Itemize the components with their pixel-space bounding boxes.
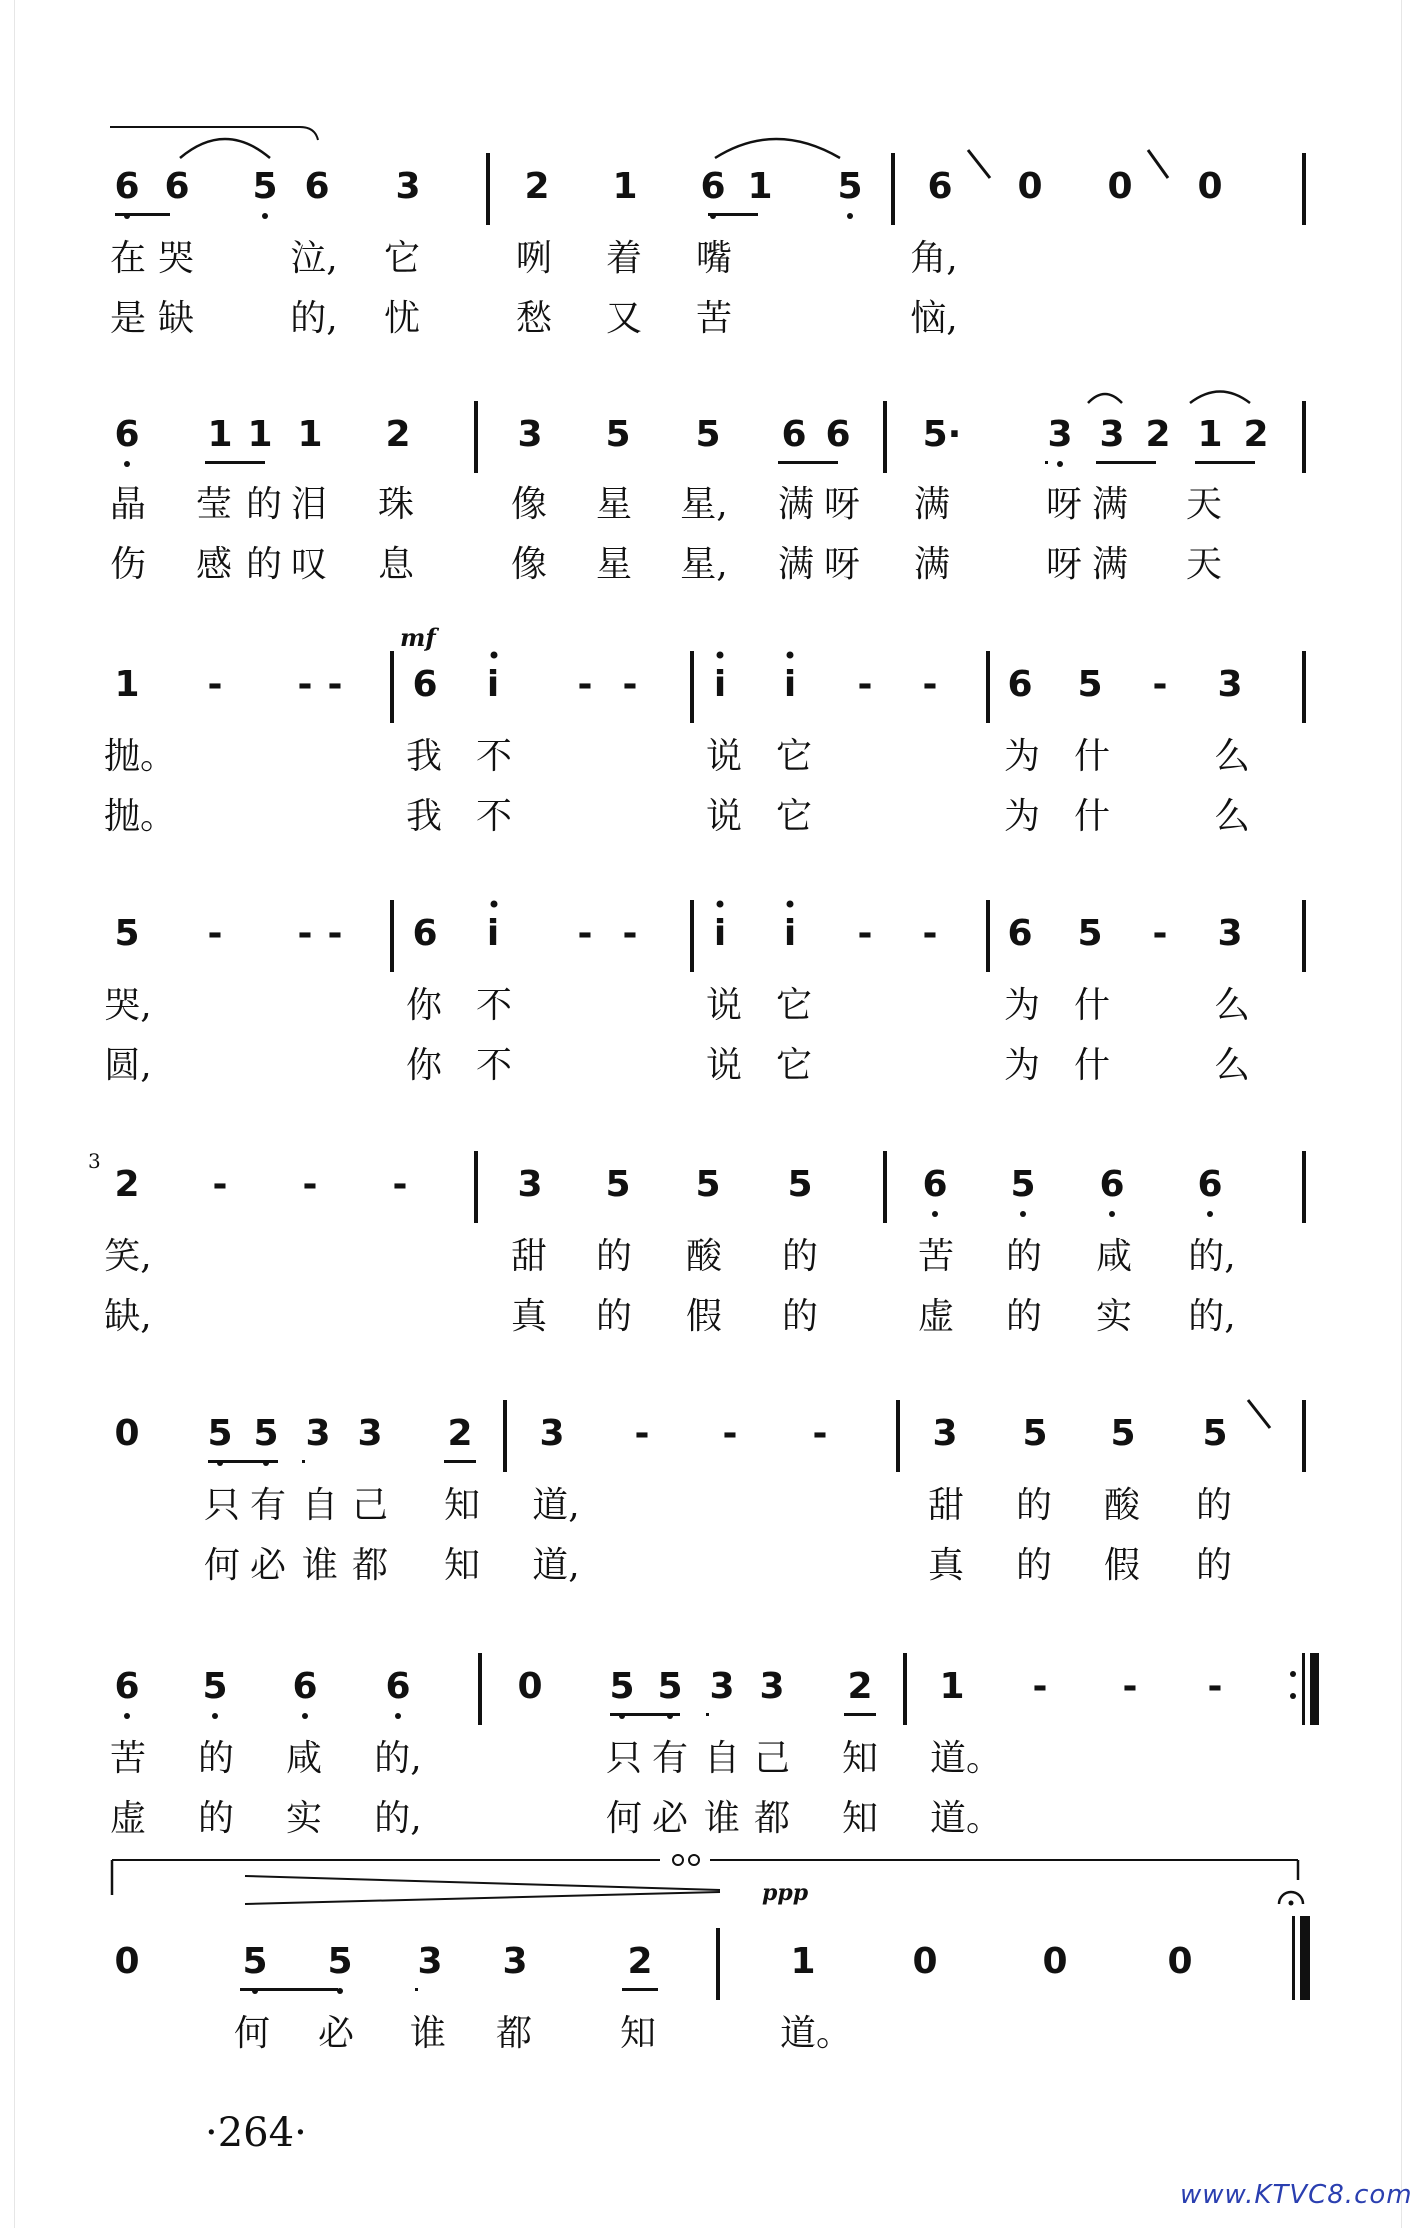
note: 5 [236,1412,296,1456]
note: 6 [412,664,438,705]
lyric-char: 谁 [301,1545,338,1586]
lyric-char: 它 [775,1045,812,1086]
lyric-char: 缺 [157,298,194,339]
grace-note: 3 [88,1149,101,1173]
site-watermark[interactable]: www.KTVC8.com [1180,2180,1413,2210]
note: 5 [235,165,295,209]
lyric-char: 你 [405,985,442,1026]
lyric-char: 说 [705,736,742,777]
note: 5 [185,1665,245,1709]
lyric-char: 道。 [930,1798,1003,1839]
breath-mark [1248,1400,1270,1428]
lyric-char: 道, [532,1485,580,1526]
note: 5 [1202,1413,1228,1454]
note: 3 [517,1164,543,1205]
note: 3 [1030,413,1090,457]
octave-dot [717,901,724,908]
note: 3 [1217,664,1243,705]
lyric-char: 抛。 [104,736,177,777]
lyric-char: 苦 [695,298,732,339]
lyric-char: 假 [1103,1545,1140,1586]
note: i [486,913,500,954]
lyric-char: 只 [605,1738,642,1779]
lyric-char: 的 [1195,1485,1232,1526]
lyric-char: 不 [475,1045,512,1086]
lyric-char: 的 [245,544,282,585]
lyric-char: 己 [753,1738,790,1779]
note: 5 [1077,913,1103,954]
note: - [722,1413,738,1454]
lyric-char: 像 [510,544,547,585]
lyric-char: 必 [249,1545,286,1586]
note: 3 [759,1666,785,1707]
note: 1 [247,414,273,455]
lyric-char: 有 [249,1485,286,1526]
lyric-char: 都 [351,1545,388,1586]
slur [1088,394,1122,403]
note: 0 [517,1666,543,1707]
note: 3 [395,166,421,207]
note: 3 [357,1413,383,1454]
note: 6 [304,166,330,207]
lyric-char: 感 [195,544,232,585]
lyric-char: 嘴 [695,238,732,279]
lyric-char: 星 [595,484,632,525]
note: 2 [1145,414,1171,455]
page-number: ·264· [205,2110,307,2156]
slur [1190,392,1250,404]
note: 2 [847,1666,873,1707]
note: 5 [1022,1413,1048,1454]
lyric-char: 何 [233,2013,270,2054]
lyric-char: 抛。 [104,796,177,837]
lyric-char: 的 [595,1296,632,1337]
lyric-char: 它 [775,736,812,777]
note: i [783,664,797,705]
octave-dot [491,901,498,908]
lyric-char: 说 [705,985,742,1026]
lyric-char: 满 [1091,544,1128,585]
note: 6 [927,166,953,207]
note: 3 [539,1413,565,1454]
lyric-char: 都 [495,2013,532,2054]
lyric-char: 只 [203,1485,240,1526]
note: 1 [747,166,773,207]
dynamic-mark: mf [400,623,436,652]
note: - [327,913,343,954]
lyric-char: 自 [301,1485,338,1526]
note: - [297,913,313,954]
lyric-char: 实 [285,1798,322,1839]
coda-mark [689,1855,699,1865]
lyric-char: 咧 [515,238,552,279]
note: 2 [385,414,411,455]
note: 5 [225,1940,285,1984]
lyric-char: 满 [777,484,814,525]
lyric-char: 甜 [927,1485,964,1526]
note: - [622,664,638,705]
lyric-char: 星, [680,544,728,585]
lyric-char: 虚 [917,1296,954,1337]
lyric-char: 说 [705,796,742,837]
lyric-char: 酸 [685,1236,722,1277]
lyric-char: 苦 [109,1738,146,1779]
lyric-char: 星, [680,484,728,525]
note: - [857,913,873,954]
note: - [302,1164,318,1205]
lyric-char: 晶 [109,484,146,525]
note: 5 [695,1164,721,1205]
lyric-char: 满 [913,484,950,525]
note: 5 [592,1665,652,1709]
lyric-char: 么 [1213,736,1250,777]
note: 0 [1197,166,1223,207]
lyric-char: 为 [1003,985,1040,1026]
lyric-char: 都 [753,1798,790,1839]
note: 6 [275,1665,335,1709]
note: - [297,664,313,705]
lyric-char: 的, [374,1738,422,1779]
note: 6 [1180,1163,1240,1207]
note: - [922,664,938,705]
lyric-char: 是 [109,298,146,339]
note: - [1122,1666,1138,1707]
note: 6 [164,166,190,207]
lyric-char: 知 [443,1485,480,1526]
lyric-char: 珠 [377,484,414,525]
note: 5 [114,913,140,954]
lyric-char: 道。 [930,1738,1003,1779]
dynamic-mark: ppp [762,1880,809,1906]
lyric-char: 它 [775,985,812,1026]
note: - [634,1413,650,1454]
lyric-char: 知 [841,1738,878,1779]
note: 2 [447,1413,473,1454]
note: 3 [502,1941,528,1982]
note: 6 [1007,913,1033,954]
note: 5 [1110,1413,1136,1454]
note: 3 [932,1413,958,1454]
lyric-char: 满 [777,544,814,585]
note: 6 [97,1665,157,1709]
lyric-char: 道。 [780,2013,853,2054]
lyric-char: 愁 [515,298,552,339]
lyric-char: 什 [1073,1045,1110,1086]
lyric-char: 你 [405,1045,442,1086]
lyric-char: 必 [651,1798,688,1839]
lyric-char: 泪 [290,484,327,525]
note: i [713,913,727,954]
lyric-char: 虚 [109,1798,146,1839]
note: 5 [640,1665,700,1709]
note: - [577,664,593,705]
lyric-char: 泣, [290,238,338,279]
lyric-char: 的 [1005,1296,1042,1337]
note: 1 [790,1941,816,1982]
note: 6 [97,165,157,209]
breath-mark [1148,150,1168,178]
octave-dot [787,652,794,659]
lyric-char: 真 [927,1545,964,1586]
lyric-char: 知 [619,2013,656,2054]
lyric-char: 的 [197,1738,234,1779]
lyric-char: 苦 [917,1236,954,1277]
lyric-char: 像 [510,484,547,525]
octave-dot [717,652,724,659]
lyric-char: 不 [475,736,512,777]
slur [180,139,270,158]
note: - [1032,1666,1048,1707]
lyric-char: 咸 [1095,1236,1132,1277]
note: - [622,913,638,954]
breath-mark [968,150,990,178]
note: 0 [114,1941,140,1982]
lyric-char: 么 [1213,796,1250,837]
lyric-char: 天 [1185,544,1222,585]
decrescendo-hairpin [245,1892,720,1904]
lyric-char: 的, [290,298,338,339]
note: 3 [1217,913,1243,954]
note: 3 [709,1666,735,1707]
lyric-char: 圆, [104,1045,152,1086]
note: 1 [207,414,233,455]
lyric-char: 何 [203,1545,240,1586]
note: 6 [1007,664,1033,705]
note: 5 [310,1940,370,1984]
lyric-char: 的 [781,1236,818,1277]
lyric-char: 么 [1213,1045,1250,1086]
note: i [713,664,727,705]
lyric-char: 叹 [290,544,327,585]
note: 2 [1243,414,1269,455]
note: i [486,664,500,705]
note: 6 [1082,1163,1142,1207]
lyric-char: 伤 [109,544,146,585]
lyric-char: 星 [595,544,632,585]
lyric-char: 着 [605,238,642,279]
note: 5 [993,1163,1053,1207]
decrescendo-hairpin [245,1876,720,1890]
note: 6 [825,414,851,455]
note: - [1152,664,1168,705]
lyric-char: 满 [913,544,950,585]
lyric-char: 为 [1003,1045,1040,1086]
lyric-char: 恼, [910,298,958,339]
lyric-char: 呀 [823,484,860,525]
lyric-char: 天 [1185,484,1222,525]
lyric-char: 哭, [104,985,152,1026]
note: 2 [114,1164,140,1205]
lyric-char: 为 [1003,736,1040,777]
lyric-char: 的 [197,1798,234,1839]
lyric-char: 它 [383,238,420,279]
note: - [207,664,223,705]
note: 5 [190,1412,250,1456]
lyric-char: 咸 [285,1738,322,1779]
lyric-char: 甜 [510,1236,547,1277]
note: 0 [1107,166,1133,207]
lyric-char: 真 [510,1296,547,1337]
lyric-char: 呀 [1045,544,1082,585]
note: 6 [97,413,157,457]
note: - [812,1413,828,1454]
lyric-char: 我 [405,796,442,837]
lyric-char: 满 [1091,484,1128,525]
lyric-char: 己 [351,1485,388,1526]
note: 1 [1197,414,1223,455]
lyric-char: 的 [595,1236,632,1277]
note: - [392,1164,408,1205]
note: 6 [781,414,807,455]
lyric-char: 的, [1188,1296,1236,1337]
note: - [1152,913,1168,954]
octave-dot [491,652,498,659]
note: - [212,1164,228,1205]
note: 3 [1099,414,1125,455]
note: 3 [517,414,543,455]
note: - [922,913,938,954]
lyric-char: 又 [605,298,642,339]
lyric-char: 为 [1003,796,1040,837]
lyric-char: 的 [1015,1485,1052,1526]
octave-dot [787,901,794,908]
lyric-char: 的 [1005,1236,1042,1277]
note: 0 [1167,1941,1193,1982]
note: 5 [787,1164,813,1205]
lyric-char: 自 [703,1738,740,1779]
lyric-char: 的, [1188,1236,1236,1277]
lyric-char: 笑, [104,1236,152,1277]
lyric-char: 息 [377,544,414,585]
note: i [783,913,797,954]
note: 3 [417,1941,443,1982]
note: - [1207,1666,1223,1707]
slur [715,139,840,158]
lyric-char: 呀 [823,544,860,585]
lyric-char: 知 [443,1545,480,1586]
note: 5· [922,414,962,455]
note: 5 [695,414,721,455]
lyric-char: 不 [475,985,512,1026]
note: 2 [627,1941,653,1982]
note: - [207,913,223,954]
lyric-char: 实 [1095,1296,1132,1337]
lyric-char: 么 [1213,985,1250,1026]
note: 6 [683,165,743,209]
note: 0 [912,1941,938,1982]
lyric-char: 忧 [383,298,420,339]
note: 5 [605,1164,631,1205]
lyric-char: 哭 [157,238,194,279]
lyric-char: 知 [841,1798,878,1839]
lyric-char: 我 [405,736,442,777]
lyric-char: 缺, [104,1296,152,1337]
note: 0 [1042,1941,1068,1982]
note: 2 [524,166,550,207]
note: 6 [905,1163,965,1207]
lyric-char: 在 [109,238,146,279]
lyric-char: 的 [1015,1545,1052,1586]
lyric-char: 何 [605,1798,642,1839]
note: - [857,664,873,705]
lyric-char: 它 [775,796,812,837]
lyric-char: 角, [910,238,958,279]
note: - [577,913,593,954]
lyric-char: 什 [1073,736,1110,777]
lyric-char: 必 [317,2013,354,2054]
lyric-char: 什 [1073,985,1110,1026]
note: 0 [1017,166,1043,207]
lyric-char: 谁 [409,2013,446,2054]
lyric-char: 有 [651,1738,688,1779]
note: 1 [939,1666,965,1707]
note: 5 [1077,664,1103,705]
lyric-char: 的 [245,484,282,525]
note: 1 [297,414,323,455]
note: 0 [114,1413,140,1454]
lyric-char: 酸 [1103,1485,1140,1526]
lyric-char: 呀 [1045,484,1082,525]
note: 6 [412,913,438,954]
lyric-char: 的 [1195,1545,1232,1586]
coda-mark [673,1855,683,1865]
lyric-char: 的 [781,1296,818,1337]
note: 3 [305,1413,331,1454]
lyric-char: 不 [475,796,512,837]
note: 6 [368,1665,428,1709]
note: 1 [114,664,140,705]
lyric-char: 莹 [195,484,232,525]
note: 5 [820,165,880,209]
lyric-char: 道, [532,1545,580,1586]
lyric-char: 说 [705,1045,742,1086]
lyric-char: 的, [374,1798,422,1839]
note: - [327,664,343,705]
lyric-char: 假 [685,1296,722,1337]
lyric-char: 谁 [703,1798,740,1839]
phrase-line [300,127,318,140]
note: 1 [612,166,638,207]
note: 5 [605,414,631,455]
lyric-char: 什 [1073,796,1110,837]
